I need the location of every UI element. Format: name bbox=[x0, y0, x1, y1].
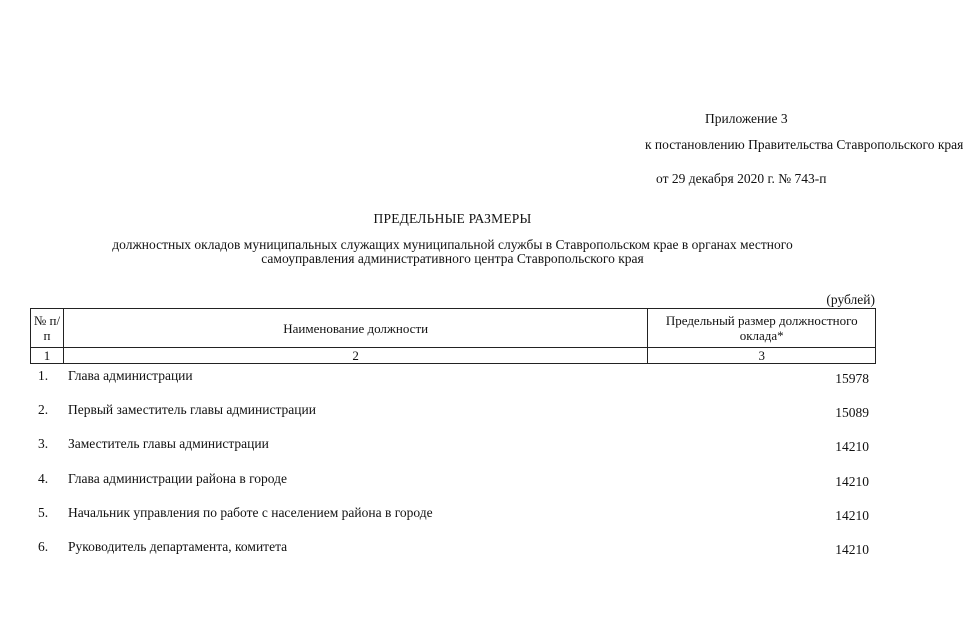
column-index: 1 bbox=[31, 348, 64, 364]
position-name: Заместитель главы администрации bbox=[68, 436, 269, 452]
salary-value: 14210 bbox=[835, 439, 869, 455]
position-name: Глава администрации района в городе bbox=[68, 470, 287, 486]
table-row bbox=[30, 396, 876, 430]
table-row bbox=[30, 533, 876, 567]
row-number: 4. bbox=[38, 470, 49, 486]
document-subtitle: должностных окладов муниципальных служащих муниципальной службы в Ставропольском крае в органах местного самоуправления административного центра Ставропольского края bbox=[112, 237, 793, 266]
unit-label: (рублей) bbox=[826, 292, 875, 307]
appendix-date: от 29 декабря 2020 г. № 743-п bbox=[656, 171, 827, 186]
row-number: 3. bbox=[38, 436, 49, 452]
table-row bbox=[30, 430, 876, 464]
salary-value: 14210 bbox=[835, 473, 869, 489]
table-header-row bbox=[31, 309, 876, 348]
position-name: Первый заместитель главы администрации bbox=[68, 402, 316, 418]
table-row bbox=[30, 499, 876, 533]
salary-value: 15089 bbox=[835, 405, 869, 421]
column-index: 2 bbox=[63, 348, 647, 364]
position-name: Руководитель департамента, комитета bbox=[68, 538, 288, 554]
position-name: Глава администрации bbox=[68, 368, 193, 383]
row-number: 6. bbox=[38, 538, 49, 554]
table-row bbox=[30, 362, 876, 396]
appendix-resolution: к постановлению Правительства Ставропольского края bbox=[645, 137, 963, 152]
position-name: Начальник управления по работе с населением района в городе bbox=[68, 504, 433, 520]
document-title: ПРЕДЕЛЬНЫЕ РАЗМЕРЫ bbox=[373, 211, 532, 226]
salary-value: 14210 bbox=[835, 507, 869, 523]
row-number: 5. bbox=[38, 504, 49, 520]
salary-table-header bbox=[30, 308, 876, 364]
salary-value: 14210 bbox=[835, 541, 869, 557]
header-salary-limit: Предельный размер должностного оклада* bbox=[648, 309, 876, 348]
row-number: 1. bbox=[38, 368, 49, 383]
appendix-title: Приложение 3 bbox=[705, 111, 788, 126]
row-number: 2. bbox=[38, 402, 49, 418]
salary-table-body bbox=[30, 362, 876, 567]
column-index: 3 bbox=[648, 348, 876, 364]
salary-value: 15978 bbox=[835, 371, 869, 386]
header-position-name: Наименование должности bbox=[63, 309, 647, 348]
table-row bbox=[30, 465, 876, 499]
header-number: № п/п bbox=[31, 309, 64, 348]
